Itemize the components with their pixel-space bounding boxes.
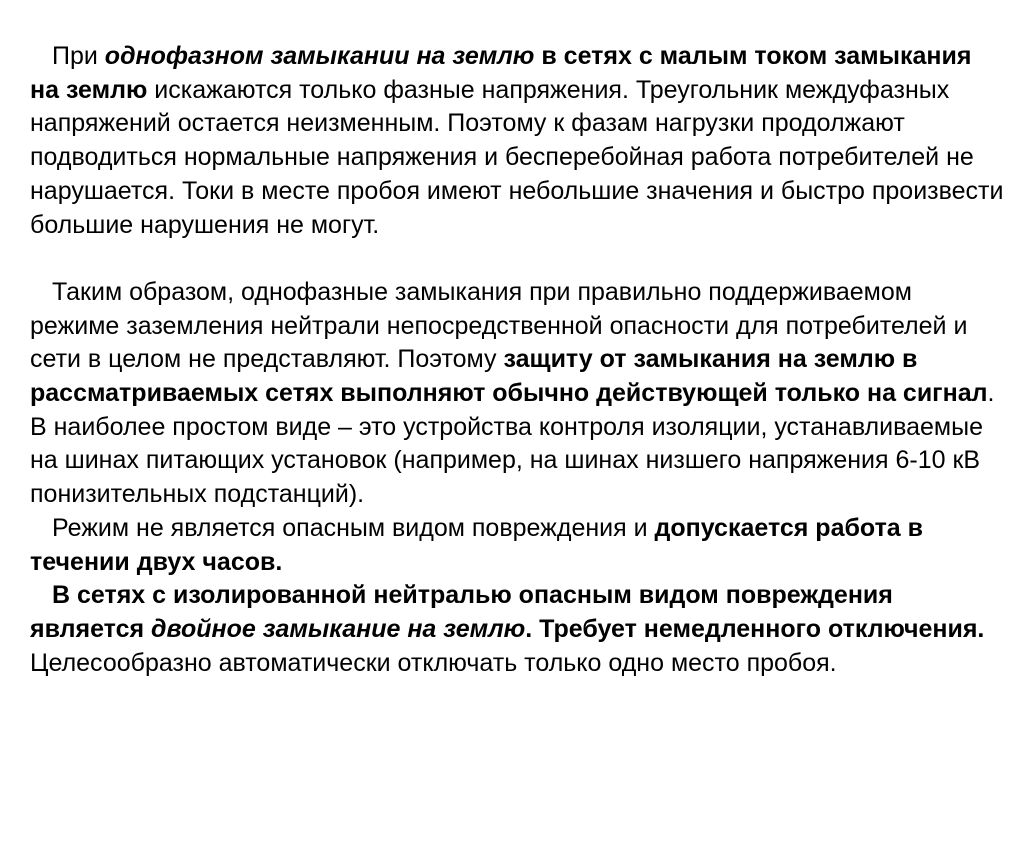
paragraph-conclusion (30, 276, 1005, 512)
paragraph-double-fault (30, 579, 1005, 680)
emphasis-term: двойное замыкание на землю (151, 614, 526, 643)
bold-run: . Требует немедленного отключения. (525, 614, 985, 643)
bold-run: защиту от замыкания на землю в рассматриваемых сетях выполняют обычно действующей только на сигнал (30, 345, 988, 408)
text-run: Целесообразно автоматически отключать только одно место пробоя. (30, 648, 837, 677)
paragraph-spacer (30, 242, 1005, 276)
text-run: искажаются только фазные напряжения. Треугольник междуфазных напряжений остается неизменным. Поэтому к фазам нагрузки продолжают подводиться нормальные напряжения и бесперебойная работа потребителей не нарушается. Токи в месте пробоя имеют небольшие значения и быстро произвести большие нарушения не могут. (30, 75, 1004, 239)
text-run: . В наиболее простом виде – это устройства контроля изоляции, устанавливаемые на шинах питающих установок (например, на шинах низшего напряжения 6-10 кВ понизительных подстанций). (30, 379, 995, 509)
document-page (30, 40, 1005, 680)
text-run: При (52, 42, 105, 70)
text-run: Режим не является опасным видом повреждения и (52, 513, 655, 542)
text-run: Таким образом, однофазные замыкания при правильно поддерживаемом режиме заземления нейтрали непосредственной опасности для потребителей и сети в целом не представляют. Поэтому (30, 277, 968, 374)
paragraph-mode (30, 512, 1005, 579)
paragraph-single-phase-fault (30, 40, 1005, 242)
emphasis-term: однофазном замыкании на землю (104, 42, 535, 70)
bold-run: В сетях с изолированной нейтралью опасным видом повреждения является (30, 581, 893, 643)
bold-run: в сетях с малым током замыкания на землю (30, 42, 972, 104)
bold-run: допускается работа в течении двух часов. (30, 513, 924, 576)
